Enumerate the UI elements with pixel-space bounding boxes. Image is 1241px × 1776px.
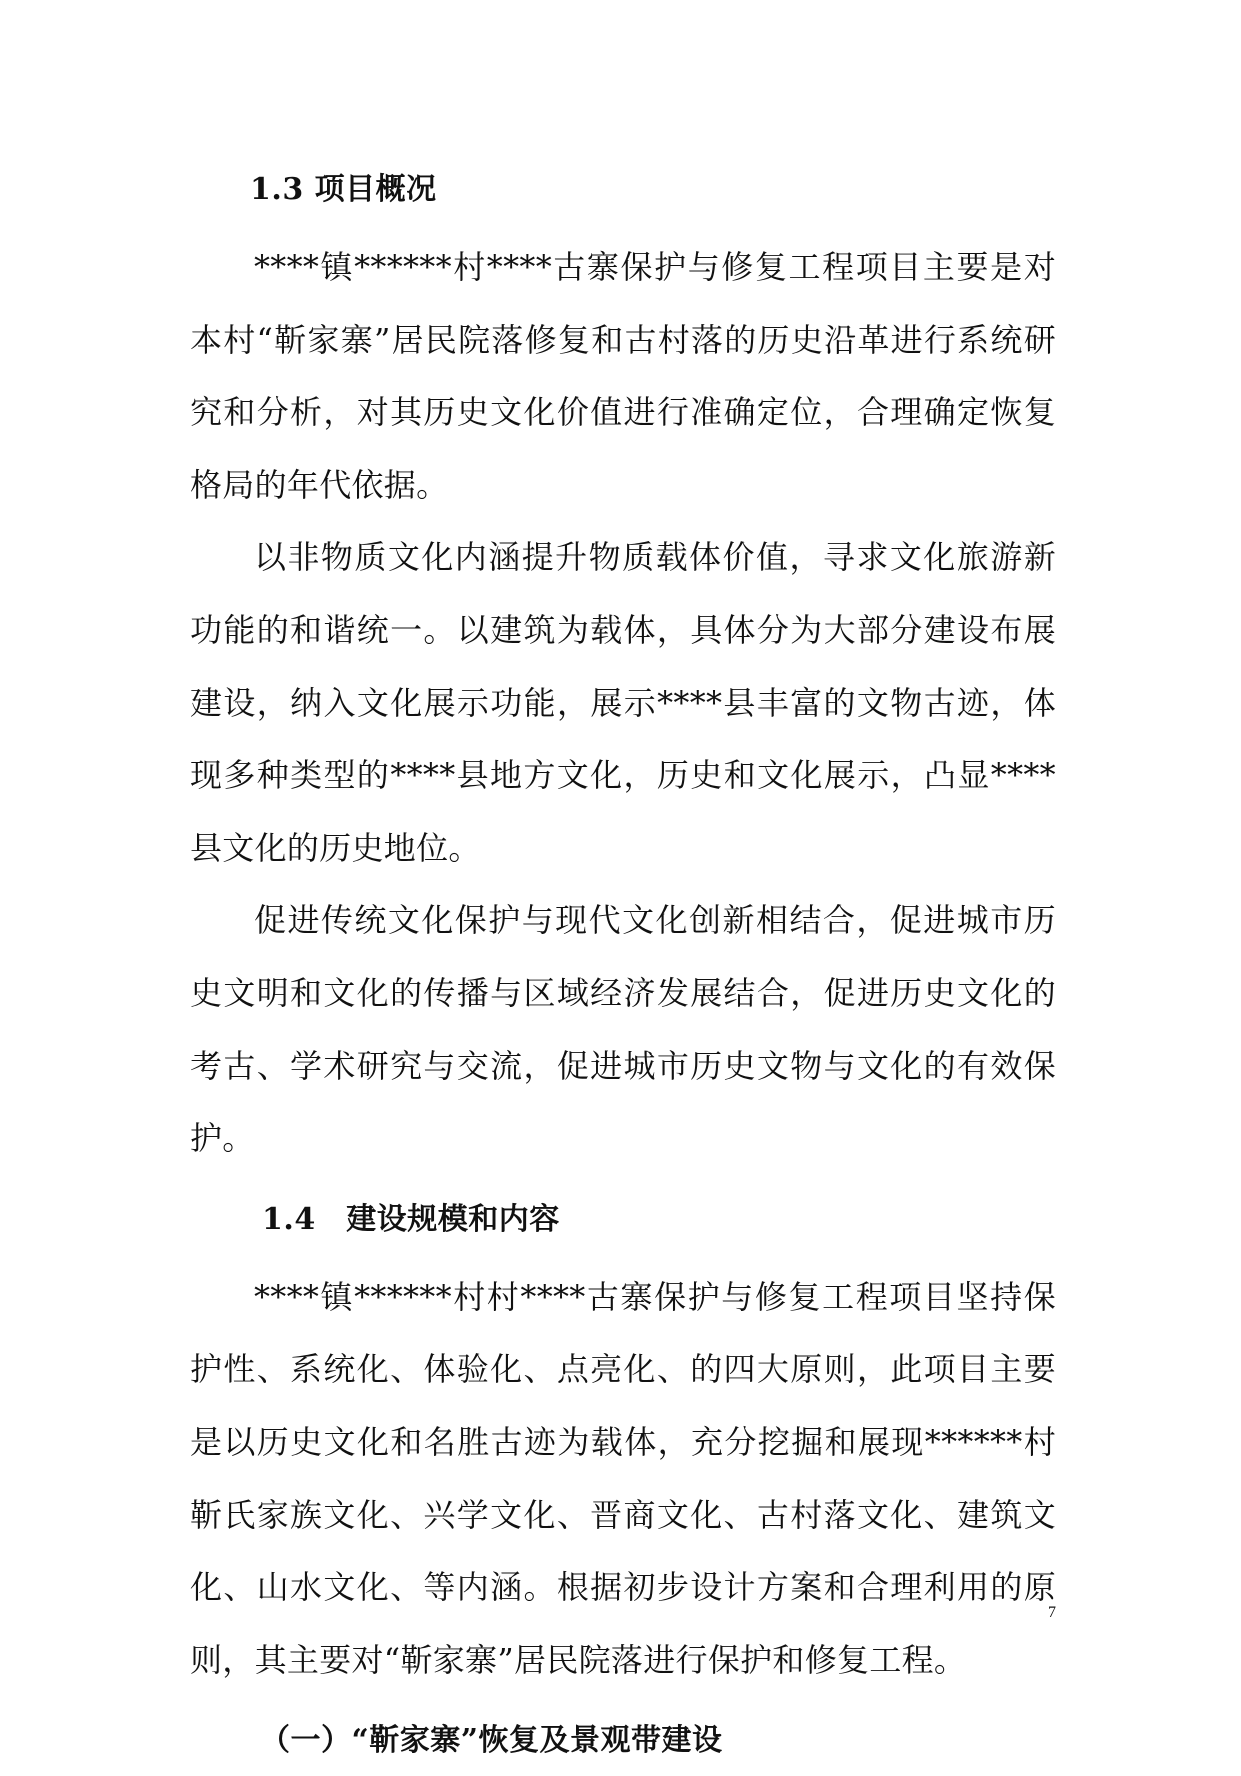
section-heading-1-3: 1.3 项目概况 [250,172,437,207]
paragraph: ****镇******村****古寨保护与修复工程项目主要是对本村“靳家寨”居民院落修复和古村落的历史沿革进行系统研究和分析，对其历史文化价值进行准确定位，合理确定恢复格局的年代依据。 [190,248,1056,504]
section-heading-1-4: 1.4 建设规模和内容 [262,1201,560,1237]
paragraph: ****镇******村村****古寨保护与修复工程项目坚持保护性、系统化、体验化、点亮化、的四大原则，此项目主要是以历史文化和名胜古迹为载体，充分挖掘和展现******村靳氏家族文化、兴学文化、晋商文化、古村落文化、建筑文化、山水文化、等内涵。根据初步设计方案和合理利用的原则，其主要对“靳家寨”居民院落进行保护和修复工程。 [190,1277,1056,1679]
paragraph: 促进传统文化保护与现代文化创新相结合，促进城市历史文明和文化的传播与区域经济发展结合，促进历史文化的考古、学术研究与交流，促进城市历史文物与文化的有效保护。 [190,901,1056,1158]
subsection-heading: （一）“靳家寨”恢复及景观带建设 [260,1723,723,1759]
paragraph: 以非物质文化内涵提升物质载体价值，寻求文化旅游新功能的和谐统一。以建筑为载体，具体分为大部分建设布展建设，纳入文化展示功能，展示****县丰富的文物古迹，体现多种类型的****县地方文化，历史和文化展示，凸显****县文化的历史地位。 [190,538,1056,867]
page-number: 7 [1048,1604,1056,1621]
document-body [190,155,1056,1776]
